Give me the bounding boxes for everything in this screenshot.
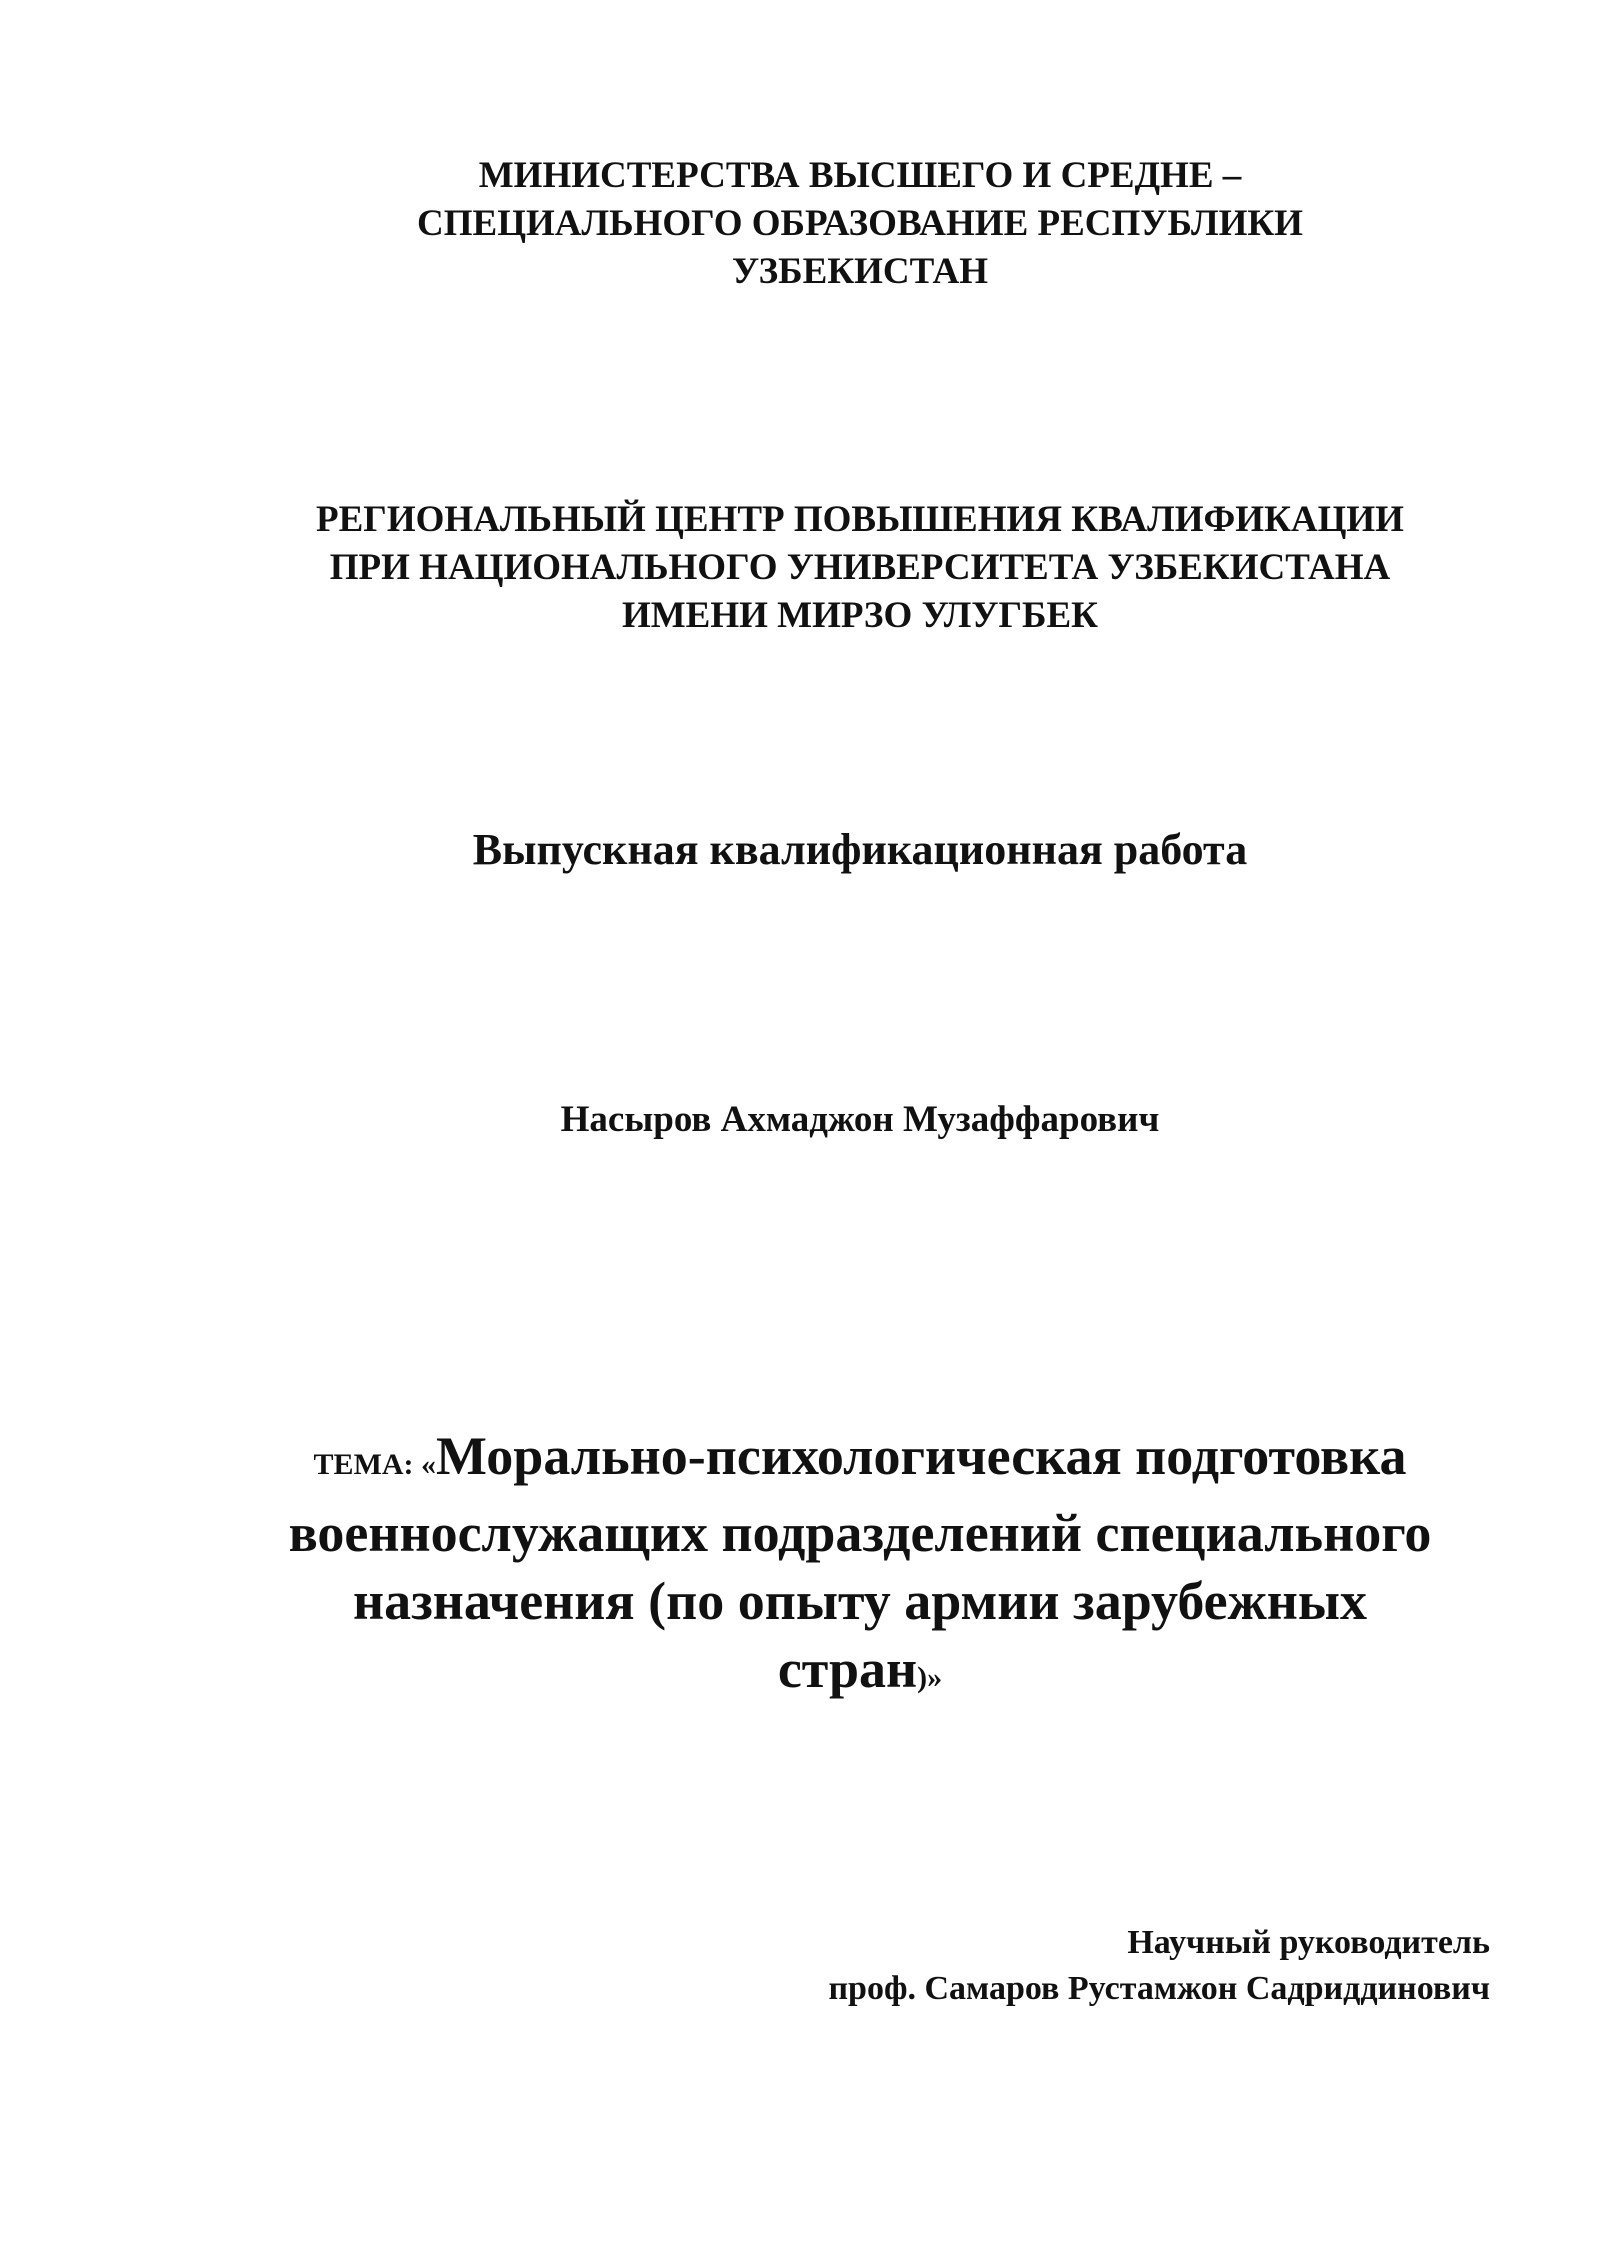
topic-line-4 (230, 1635, 1490, 1712)
ministry-line-3: УЗБЕКИСТАН (731, 251, 988, 292)
topic-line-1 (230, 1422, 1490, 1499)
topic-title (230, 1422, 1490, 1712)
supervisor-label: Научный руководитель (1127, 1924, 1490, 1961)
topic-text-1: Морально-психологическая подготовка (436, 1426, 1407, 1486)
work-type-title: Выпускная квалификационная работа (472, 825, 1248, 874)
center-heading (230, 496, 1490, 640)
topic-line-3: назначения (по опыту армии зарубежных (352, 1571, 1368, 1631)
supervisor-name: проф. Самаров Рустамжон Садриддинович (828, 1970, 1490, 2007)
topic-suffix: )» (917, 1661, 943, 1694)
author-name: Насыров Ахмаджон Музаффарович (560, 1099, 1160, 1140)
topic-prefix: ТЕМА: « (313, 1448, 437, 1481)
center-line-3: ИМЕНИ МИРЗО УЛУГБЕК (621, 595, 1098, 636)
center-line-2: ПРИ НАЦИОНАЛЬНОГО УНИВЕРСИТЕТА УЗБЕКИСТАНА (329, 547, 1391, 588)
topic-line-2: военнослужащих подразделений специального (288, 1503, 1432, 1563)
ministry-line-2: СПЕЦИАЛЬНОГО ОБРАЗОВАНИЕ РЕСПУБЛИКИ (417, 203, 1303, 244)
topic-text-4: стран (777, 1639, 918, 1699)
center-line-1: РЕГИОНАЛЬНЫЙ ЦЕНТР ПОВЫШЕНИЯ КВАЛИФИКАЦИИ (316, 499, 1404, 540)
ministry-line-1: МИНИСТЕРСТВА ВЫСШЕГО И СРЕДНЕ – (478, 155, 1242, 196)
ministry-heading (230, 152, 1490, 296)
supervisor-block (590, 1920, 1490, 2012)
